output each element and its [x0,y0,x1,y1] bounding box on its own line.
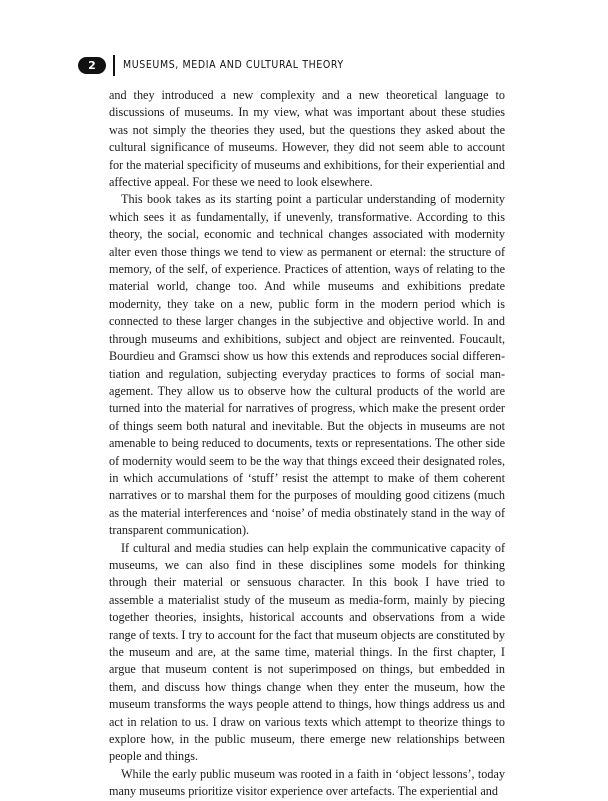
page-number: 2 [78,57,106,74]
running-head [78,55,518,77]
paragraph: and they introduced a new complexity and a new theoretical language to discussions of museums. In my view, what was important about these studies was not simply the theories they used, but the questions they asked about the cultural significance of museums. However, they did not seem able to account for the material specificity of museums and exhibitions, for their experiential and affective appeal. For these we need to look elsewhere. [109,88,505,190]
paragraph: If cultural and media studies can help explain the communicative capacity of museums, we can also find in these disciplines some models for thinking through their material or sensuous character. In this book I have tried to assemble a materialist study of the museum as media-form, mainly by piecing together theories, insights, historical accounts and observations from a wide range of texts. I try to account for the fact that museum objects are constituted by the museum and are, at the same time, material things. In the first chapter, I argue that museum content is not superimposed on things, but embedded in them, and discuss how things change when they enter the museum, how the museum transforms the ways people attend to things, how things address us and act in relation to us. I draw on various texts which attempt to theorize things to explore how, in the public museum, there emerge new relationships between people and things. [109,540,505,764]
paragraph: While the early public museum was rooted in a faith in ‘object lessons’, today many museums prioritize visitor experience over artefacts. The experiential and [109,766,505,799]
paragraph: This book takes as its starting point a particular understanding of modernity which sees it as fundamentally, if unevenly, transformative. According to this theory, the social, economic and technical changes associated with modernity alter even those things we tend to view as permanent or eternal: the structure of memory, of the self, of experience. Practices of attention, ways of relating to the material world, change too. And while museums and exhibitions predate modernity, they take on a new, public form in the modern period which is connected to these larger changes in the subjective and objective world. In and through museums and exhibitions, subject and object are reinvented. Foucault, Bourdieu and Gramsci show us how this extends and reproduces social differentiation and regulation, subjecting everyday practices to forms of social management. They allow us to observe how the cultural products of the world are turned into the material for narratives of progress, which make the present order of things seem both natural and inevitable. But the objects in museums are not amenable to being reduced to documents, texts or representations. The other side of modernity would seem to be the way that things exceed their designated roles, in which accumulations of ‘stuff’ resist the attempt to make of them coherent narratives or to marshal them for the purposes of moulding good citizens (much as the material interferences and ‘noise’ of media obstinately stand in the way of transparent communication). [109,192,505,538]
header-divider [113,55,115,76]
running-title: MUSEUMS, MEDIA AND CULTURAL THEORY [123,59,344,71]
body-text [109,87,505,801]
